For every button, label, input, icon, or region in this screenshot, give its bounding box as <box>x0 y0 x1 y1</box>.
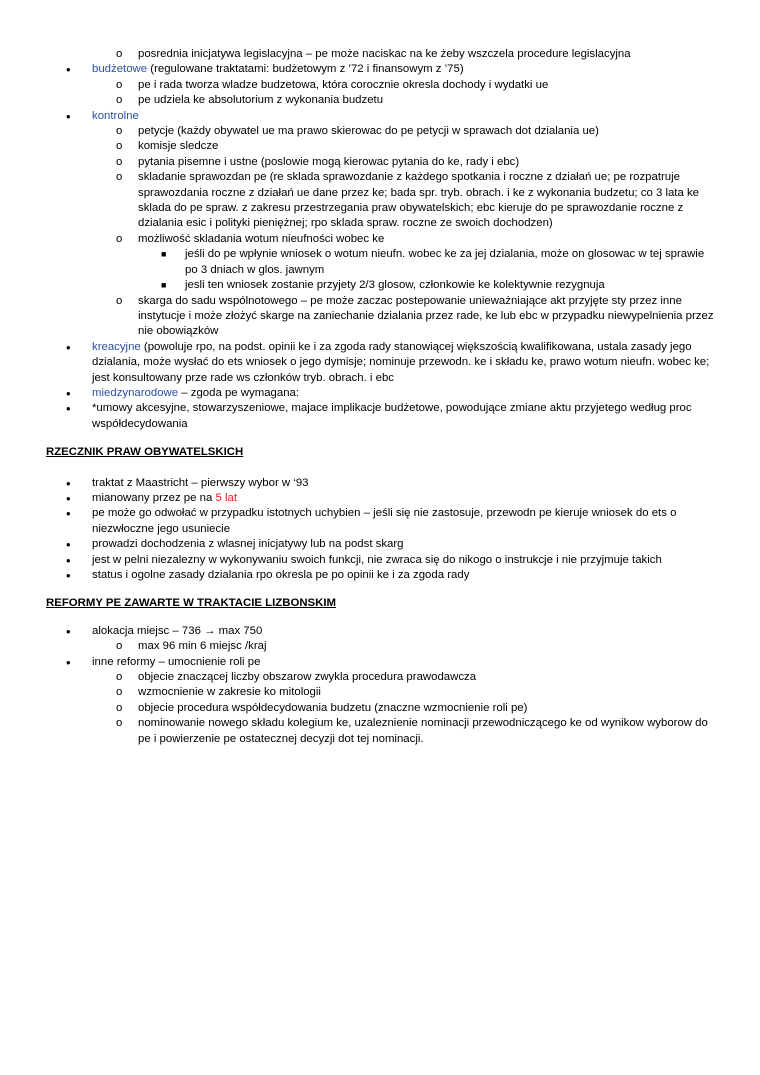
list-item <box>0 639 716 654</box>
list-item-text: – zgoda pe wymagana: <box>178 386 300 399</box>
bullet-icon: • <box>66 654 71 670</box>
category-label: kontrolne <box>92 109 139 122</box>
list-item-text: nominowanie nowego składu kolegium ke, uzaleznienie nominacji przewodniczącego ke od wynikow wyborow do pe i powierzenie pe ostatecznej decyzji dot tej nominacji. <box>138 717 708 745</box>
list-item-text: jest w pelni niezalezny w wykonywaniu swoich funkcji, nie zwraca się do nikogo o instrukcje i nie przyjmuje takich <box>92 553 662 566</box>
list-item-text: jeśli do pe wpłynie wniosek o wotum nieufn. wobec ke za jej dzialania, może on glosowac w tej sprawie po 3 dniach w glos. jawnym <box>185 248 705 276</box>
list-item <box>0 294 716 340</box>
bullet-icon: • <box>66 339 71 355</box>
list-item <box>0 476 716 491</box>
bullet-icon: • <box>66 475 71 491</box>
list-item <box>0 716 716 747</box>
list-item-kontrolne <box>0 109 716 124</box>
list-item <box>0 278 716 293</box>
circle-bullet-icon: o <box>116 125 123 138</box>
circle-bullet-icon: o <box>116 78 123 91</box>
list-item-text: objecie procedura współdecydowania budzetu (znaczne wzmocnienie roli pe) <box>138 701 528 714</box>
list-item-kreacyjne <box>0 340 716 386</box>
list-item <box>0 568 716 583</box>
list-item <box>0 685 716 700</box>
list-item-text: (powoluje rpo, na podst. opinii ke i za zgoda rady stanowiącej większością kwalifikowana, ustala zasady jego dzialania, może wysłać do ets wniosek o jego dymisje; nominuje przewodn. ke i składu ke, prawo wotum nieufn. wobec ke; jest konsultowany prze rade ws członków tryb. obrach. i ebc <box>92 340 710 384</box>
bullet-icon: • <box>66 108 71 124</box>
list-item-text: pe może go odwołać w przypadku istotnych uchybien – jeśli się nie zastosuje, przewodn pe kieruje wniosek do ets o niezwłoczne jego usuniecie <box>92 507 677 535</box>
list-item-text: skarga do sadu wspólnotowego – pe może zaczac postepowanie unieważniające akt przyjęte sty przez inne instytucje i może złożyć skarge na zaniechanie dzialania przez rade, ke lub ebc w przypadku niewypelnienia przez nie obowiązków <box>138 294 714 338</box>
square-bullet-icon: ■ <box>161 280 167 291</box>
circle-bullet-icon: o <box>116 171 123 184</box>
list-item-text: prowadzi dochodzenia z wlasnej inicjatywy lub na podst skarg <box>92 538 404 551</box>
list-item <box>0 624 716 639</box>
section-heading-reformy: REFORMY PE ZAWARTE W TRAKTACIE LIZBONSKIM <box>46 597 337 610</box>
bullet-icon: • <box>66 623 71 639</box>
list-item-text: inne reformy – umocnienie roli pe <box>92 655 261 668</box>
list-item-text: (regulowane traktatami: budżetowym z ’72 i finansowym z ’75) <box>147 63 464 76</box>
circle-bullet-icon: o <box>116 640 123 653</box>
list-item-budzetowe <box>0 62 716 77</box>
list-item-text: traktat z Maastricht – pierwszy wybor w ‘93 <box>92 476 309 489</box>
list-item-text: komisje sledcze <box>138 140 219 153</box>
list-item <box>0 537 716 552</box>
list-item <box>0 401 716 432</box>
list-item-text: posrednia inicjatywa legislacyjna – pe może naciskac na ke żeby wszczela procedure legislacyjna <box>138 48 631 60</box>
list-item <box>0 247 716 278</box>
list-item-text: *umowy akcesyjne, stowarzyszeniowe, majace implikacje budżetowe, powodujące zmiane aktu przyjetego według proc współdecydowania <box>92 402 692 430</box>
circle-bullet-icon: o <box>116 232 123 245</box>
list-item-text: jesli ten wniosek zostanie przyjety 2/3 glosow, członkowie ke kolektywnie rezygnuja <box>185 279 605 292</box>
list-item-text: pytania pisemne i ustne (poslowie mogą kierowac pytania do ke, rady i ebc) <box>138 155 520 168</box>
list-item-text: objecie znaczącej liczby obszarow zwykla procedura prawodawcza <box>138 671 477 684</box>
bullet-icon: • <box>66 568 71 583</box>
bullet-icon: • <box>66 506 71 522</box>
list-item-text: skladanie sprawozdan pe (re sklada sprawozdanie z każdego spotkania i roczne z działań ue; pe rozpatruje sprawozdania roczne z działań ue dane przez ke; bada spr. tryb. obrach. i ke z wykonania budzetu; co 3 lata ke sklada do pe spraw. z zakresu przestrzegania praw obywatelskich; ebc kieruje do pe sprawozdanie roczne z dzialania esic i polityki pieniężnej; rpo sklada spraw. roczne ze swoich dochodzen) <box>138 171 699 230</box>
list-item-text: petycje (każdy obywatel ue ma prawo skierowac do pe petycji w sprawach dot dzialania ue) <box>138 125 599 138</box>
circle-bullet-icon: o <box>116 294 123 307</box>
list-item-text: alokacja miejsc – 736 → max 750 <box>92 624 263 637</box>
list-item-miedzynarodowe <box>0 386 716 401</box>
circle-bullet-icon: o <box>116 671 123 684</box>
list-item <box>0 139 716 154</box>
list-item <box>0 93 716 108</box>
list-item-text: pe udziela ke absolutorium z wykonania budzetu <box>138 94 384 107</box>
list-item-text: mianowany przez pe na <box>92 491 216 504</box>
circle-bullet-icon: o <box>116 140 123 153</box>
list-item-text: status i ogolne zasady dzialania rpo okresla pe po opinii ke i za zgoda rady <box>92 569 470 581</box>
circle-bullet-icon: o <box>116 701 123 714</box>
list-item <box>0 491 716 506</box>
square-bullet-icon: ■ <box>161 249 167 260</box>
category-label: budżetowe <box>92 63 148 76</box>
circle-bullet-icon: o <box>116 717 123 730</box>
list-item <box>0 670 716 685</box>
circle-bullet-icon: o <box>116 686 123 699</box>
list-item <box>0 155 716 170</box>
circle-bullet-icon: o <box>116 94 123 107</box>
circle-bullet-icon: o <box>116 155 123 168</box>
list-item <box>0 47 716 62</box>
list-item-text: max 96 min 6 miejsc /kraj <box>138 640 267 653</box>
list-item-text: możliwość skladania wotum nieufności wobec ke <box>138 232 385 245</box>
list-item <box>0 232 716 247</box>
bullet-icon: • <box>66 62 71 78</box>
list-item-text: pe i rada tworza wladze budzetowa, która corocznie okresla dochody i wydatki ue <box>138 78 549 91</box>
list-item <box>0 78 716 93</box>
category-label: miedzynarodowe <box>92 386 179 399</box>
bullet-icon: • <box>66 537 71 553</box>
bullet-icon: • <box>66 490 71 506</box>
bullet-icon: • <box>66 552 71 568</box>
category-label: kreacyjne <box>92 340 141 353</box>
list-item <box>0 553 716 568</box>
list-item <box>0 506 716 537</box>
list-item <box>0 701 716 716</box>
list-item-text: wzmocnienie w zakresie ko mitologii <box>138 686 321 699</box>
list-item <box>0 124 716 139</box>
circle-bullet-icon: o <box>116 48 123 60</box>
bullet-icon: • <box>66 401 71 417</box>
bullet-icon: • <box>66 385 71 401</box>
highlighted-term: 5 lat <box>215 491 237 504</box>
section-heading-rpo: RZECZNIK PRAW OBYWATELSKICH <box>46 446 244 459</box>
list-item <box>0 655 716 670</box>
list-item <box>0 170 716 232</box>
